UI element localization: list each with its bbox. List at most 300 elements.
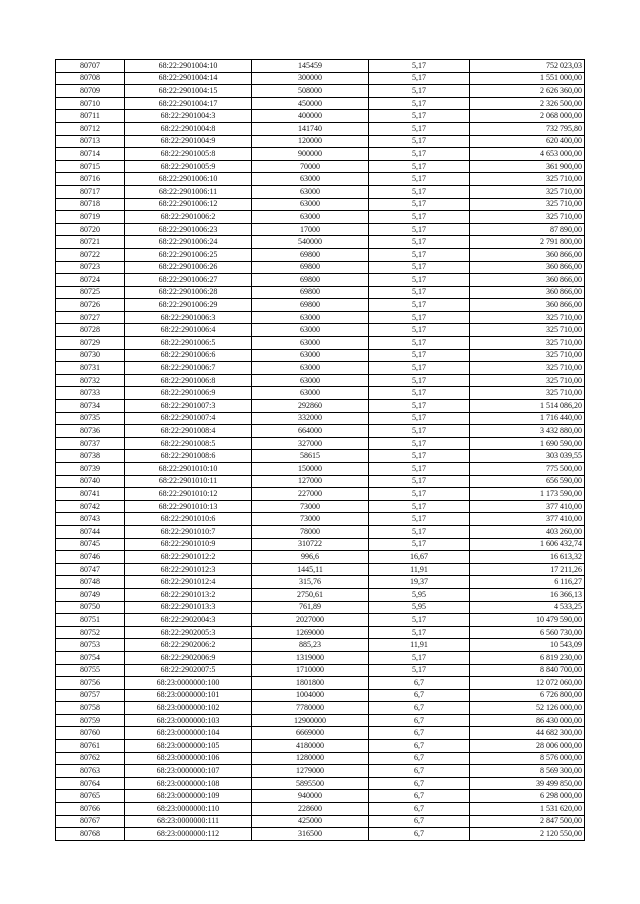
row-number-cell: 80721 (56, 236, 125, 249)
table-row (56, 286, 585, 299)
row-number-cell: 80747 (56, 563, 125, 576)
row-number-cell: 80735 (56, 412, 125, 425)
cadastral-number-cell: 68:22:2901006:11 (125, 185, 252, 198)
row-number-cell: 80723 (56, 261, 125, 274)
cadastral-number-cell: 68:22:2901006:29 (125, 299, 252, 312)
rate-cell: 5,17 (369, 450, 470, 463)
area-value-cell: 120000 (252, 135, 369, 148)
area-value-cell: 940000 (252, 790, 369, 803)
area-value-cell: 73000 (252, 500, 369, 513)
row-number-cell: 80745 (56, 538, 125, 551)
amount-cell: 2 847 500,00 (470, 815, 585, 828)
cadastral-number-cell: 68:22:2901004:3 (125, 110, 252, 123)
rate-cell: 6,7 (369, 803, 470, 816)
amount-cell: 4 653 000,00 (470, 148, 585, 161)
row-number-cell: 80726 (56, 299, 125, 312)
cadastral-number-cell: 68:22:2901006:24 (125, 236, 252, 249)
cadastral-number-cell: 68:22:2901005:8 (125, 148, 252, 161)
area-value-cell: 69800 (252, 274, 369, 287)
row-number-cell: 80713 (56, 135, 125, 148)
rate-cell: 5,17 (369, 173, 470, 186)
area-value-cell: 63000 (252, 324, 369, 337)
amount-cell: 1 531 620,00 (470, 803, 585, 816)
area-value-cell: 327000 (252, 437, 369, 450)
row-number-cell: 80748 (56, 576, 125, 589)
row-number-cell: 80714 (56, 148, 125, 161)
row-number-cell: 80707 (56, 60, 125, 73)
cadastral-number-cell: 68:22:2901008:5 (125, 437, 252, 450)
cadastral-number-cell: 68:22:2901006:23 (125, 223, 252, 236)
table-row (56, 97, 585, 110)
row-number-cell: 80727 (56, 311, 125, 324)
table-row (56, 740, 585, 753)
amount-cell: 87 890,00 (470, 223, 585, 236)
cadastral-number-cell: 68:22:2901006:28 (125, 286, 252, 299)
row-number-cell: 80757 (56, 689, 125, 702)
amount-cell: 8 569 300,00 (470, 765, 585, 778)
table-row (56, 248, 585, 261)
amount-cell: 16 366,13 (470, 588, 585, 601)
cadastral-number-cell: 68:23:0000000:106 (125, 752, 252, 765)
amount-cell: 10 479 590,00 (470, 614, 585, 627)
row-number-cell: 80711 (56, 110, 125, 123)
cadastral-number-cell: 68:23:0000000:110 (125, 803, 252, 816)
table-row (56, 525, 585, 538)
table-row (56, 551, 585, 564)
rate-cell: 5,17 (369, 614, 470, 627)
rate-cell: 16,67 (369, 551, 470, 564)
rate-cell: 5,17 (369, 651, 470, 664)
table-row (56, 362, 585, 375)
row-number-cell: 80722 (56, 248, 125, 261)
rate-cell: 5,17 (369, 525, 470, 538)
rate-cell: 5,17 (369, 324, 470, 337)
cadastral-number-cell: 68:22:2901004:9 (125, 135, 252, 148)
table-row (56, 72, 585, 85)
amount-cell: 16 613,32 (470, 551, 585, 564)
area-value-cell: 227000 (252, 488, 369, 501)
cadastral-number-cell: 68:22:2901006:4 (125, 324, 252, 337)
rate-cell: 5,17 (369, 374, 470, 387)
area-value-cell: 1279000 (252, 765, 369, 778)
rate-cell: 5,95 (369, 588, 470, 601)
rate-cell: 6,7 (369, 689, 470, 702)
amount-cell: 656 590,00 (470, 475, 585, 488)
amount-cell: 1 173 590,00 (470, 488, 585, 501)
row-number-cell: 80756 (56, 677, 125, 690)
amount-cell: 2 068 000,00 (470, 110, 585, 123)
amount-cell: 8 840 700,00 (470, 664, 585, 677)
cadastral-number-cell: 68:22:2901010:7 (125, 525, 252, 538)
area-value-cell: 332000 (252, 412, 369, 425)
table-row (56, 299, 585, 312)
row-number-cell: 80708 (56, 72, 125, 85)
area-value-cell: 69800 (252, 261, 369, 274)
area-value-cell: 1710000 (252, 664, 369, 677)
area-value-cell: 141740 (252, 122, 369, 135)
rate-cell: 5,17 (369, 198, 470, 211)
table-row (56, 160, 585, 173)
rate-cell: 6,7 (369, 790, 470, 803)
area-value-cell: 316500 (252, 828, 369, 841)
row-number-cell: 80758 (56, 702, 125, 715)
table-row (56, 425, 585, 438)
cadastral-number-cell: 68:22:2901006:5 (125, 337, 252, 350)
amount-cell: 3 432 880,00 (470, 425, 585, 438)
row-number-cell: 80737 (56, 437, 125, 450)
rate-cell: 6,7 (369, 815, 470, 828)
area-value-cell: 900000 (252, 148, 369, 161)
data-table (55, 59, 585, 841)
rate-cell: 5,17 (369, 337, 470, 350)
table-row (56, 765, 585, 778)
amount-cell: 360 866,00 (470, 248, 585, 261)
area-value-cell: 425000 (252, 815, 369, 828)
amount-cell: 325 710,00 (470, 211, 585, 224)
row-number-cell: 80746 (56, 551, 125, 564)
area-value-cell: 63000 (252, 374, 369, 387)
amount-cell: 2 326 500,00 (470, 97, 585, 110)
cadastral-number-cell: 68:23:0000000:101 (125, 689, 252, 702)
table-row (56, 614, 585, 627)
table-row (56, 475, 585, 488)
table-row (56, 664, 585, 677)
rate-cell: 5,17 (369, 412, 470, 425)
area-value-cell: 69800 (252, 248, 369, 261)
table-row (56, 450, 585, 463)
cadastral-number-cell: 68:22:2902004:3 (125, 614, 252, 627)
row-number-cell: 80719 (56, 211, 125, 224)
row-number-cell: 80717 (56, 185, 125, 198)
amount-cell: 6 116,27 (470, 576, 585, 589)
area-value-cell: 1280000 (252, 752, 369, 765)
row-number-cell: 80725 (56, 286, 125, 299)
row-number-cell: 80763 (56, 765, 125, 778)
amount-cell: 6 560 730,00 (470, 626, 585, 639)
table-row (56, 387, 585, 400)
area-value-cell: 70000 (252, 160, 369, 173)
amount-cell: 360 866,00 (470, 299, 585, 312)
row-number-cell: 80743 (56, 513, 125, 526)
amount-cell: 752 023,03 (470, 60, 585, 73)
amount-cell: 361 900,00 (470, 160, 585, 173)
table-row (56, 651, 585, 664)
row-number-cell: 80718 (56, 198, 125, 211)
cadastral-number-cell: 68:22:2901005:9 (125, 160, 252, 173)
cadastral-number-cell: 68:22:2901010:11 (125, 475, 252, 488)
area-value-cell: 145459 (252, 60, 369, 73)
rate-cell: 5,17 (369, 211, 470, 224)
table-row (56, 488, 585, 501)
row-number-cell: 80738 (56, 450, 125, 463)
amount-cell: 1 716 440,00 (470, 412, 585, 425)
area-value-cell: 63000 (252, 362, 369, 375)
row-number-cell: 80762 (56, 752, 125, 765)
amount-cell: 325 710,00 (470, 185, 585, 198)
cadastral-number-cell: 68:22:2901004:10 (125, 60, 252, 73)
amount-cell: 1 514 086,20 (470, 400, 585, 413)
table-row (56, 185, 585, 198)
rate-cell: 5,17 (369, 387, 470, 400)
table-row (56, 274, 585, 287)
amount-cell: 325 710,00 (470, 387, 585, 400)
amount-cell: 325 710,00 (470, 362, 585, 375)
area-value-cell: 17000 (252, 223, 369, 236)
table-row (56, 563, 585, 576)
table-row (56, 122, 585, 135)
amount-cell: 325 710,00 (470, 198, 585, 211)
cadastral-number-cell: 68:22:2901006:2 (125, 211, 252, 224)
cadastral-number-cell: 68:22:2901004:8 (125, 122, 252, 135)
cadastral-number-cell: 68:22:2901006:3 (125, 311, 252, 324)
rate-cell: 5,17 (369, 223, 470, 236)
rate-cell: 6,7 (369, 727, 470, 740)
table-row (56, 588, 585, 601)
row-number-cell: 80715 (56, 160, 125, 173)
area-value-cell: 310722 (252, 538, 369, 551)
cadastral-number-cell: 68:22:2901012:2 (125, 551, 252, 564)
amount-cell: 28 006 000,00 (470, 740, 585, 753)
table-row (56, 412, 585, 425)
cadastral-number-cell: 68:23:0000000:102 (125, 702, 252, 715)
amount-cell: 325 710,00 (470, 324, 585, 337)
cadastral-number-cell: 68:22:2901006:8 (125, 374, 252, 387)
area-value-cell: 58615 (252, 450, 369, 463)
row-number-cell: 80720 (56, 223, 125, 236)
row-number-cell: 80755 (56, 664, 125, 677)
rate-cell: 6,7 (369, 765, 470, 778)
cadastral-number-cell: 68:22:2901004:14 (125, 72, 252, 85)
row-number-cell: 80752 (56, 626, 125, 639)
row-number-cell: 80767 (56, 815, 125, 828)
table-row (56, 60, 585, 73)
area-value-cell: 2750,61 (252, 588, 369, 601)
row-number-cell: 80744 (56, 525, 125, 538)
rate-cell: 5,17 (369, 437, 470, 450)
area-value-cell: 63000 (252, 311, 369, 324)
table-row (56, 803, 585, 816)
table-row (56, 601, 585, 614)
amount-cell: 6 298 000,00 (470, 790, 585, 803)
row-number-cell: 80741 (56, 488, 125, 501)
row-number-cell: 80760 (56, 727, 125, 740)
table-row (56, 311, 585, 324)
area-value-cell: 63000 (252, 349, 369, 362)
row-number-cell: 80710 (56, 97, 125, 110)
table-row (56, 437, 585, 450)
table-row (56, 513, 585, 526)
table-row (56, 777, 585, 790)
table-row (56, 223, 585, 236)
amount-cell: 325 710,00 (470, 374, 585, 387)
rate-cell: 5,17 (369, 538, 470, 551)
amount-cell: 325 710,00 (470, 173, 585, 186)
cadastral-number-cell: 68:23:0000000:108 (125, 777, 252, 790)
table-row (56, 828, 585, 841)
table-row (56, 639, 585, 652)
row-number-cell: 80739 (56, 463, 125, 476)
row-number-cell: 80709 (56, 85, 125, 98)
amount-cell: 732 795,80 (470, 122, 585, 135)
area-value-cell: 400000 (252, 110, 369, 123)
cadastral-number-cell: 68:22:2901012:3 (125, 563, 252, 576)
amount-cell: 620 400,00 (470, 135, 585, 148)
amount-cell: 303 039,55 (470, 450, 585, 463)
rate-cell: 5,17 (369, 626, 470, 639)
table-row (56, 689, 585, 702)
cadastral-number-cell: 68:22:2901010:9 (125, 538, 252, 551)
table-row (56, 790, 585, 803)
rate-cell: 5,17 (369, 425, 470, 438)
area-value-cell: 996,6 (252, 551, 369, 564)
table-row (56, 727, 585, 740)
row-number-cell: 80736 (56, 425, 125, 438)
rate-cell: 5,17 (369, 122, 470, 135)
area-value-cell: 73000 (252, 513, 369, 526)
rate-cell: 5,17 (369, 362, 470, 375)
cadastral-number-cell: 68:22:2901013:2 (125, 588, 252, 601)
cadastral-number-cell: 68:22:2901006:10 (125, 173, 252, 186)
amount-cell: 360 866,00 (470, 274, 585, 287)
table-row (56, 211, 585, 224)
rate-cell: 5,17 (369, 400, 470, 413)
amount-cell: 377 410,00 (470, 513, 585, 526)
rate-cell: 5,95 (369, 601, 470, 614)
rate-cell: 6,7 (369, 828, 470, 841)
cadastral-number-cell: 68:22:2902005:3 (125, 626, 252, 639)
amount-cell: 775 500,00 (470, 463, 585, 476)
cadastral-number-cell: 68:23:0000000:104 (125, 727, 252, 740)
table-row (56, 110, 585, 123)
amount-cell: 1 606 432,74 (470, 538, 585, 551)
table-row (56, 148, 585, 161)
row-number-cell: 80730 (56, 349, 125, 362)
area-value-cell: 508000 (252, 85, 369, 98)
area-value-cell: 450000 (252, 97, 369, 110)
area-value-cell: 127000 (252, 475, 369, 488)
table-row (56, 500, 585, 513)
table-row (56, 349, 585, 362)
area-value-cell: 1004000 (252, 689, 369, 702)
cadastral-number-cell: 68:23:0000000:100 (125, 677, 252, 690)
rate-cell: 5,17 (369, 85, 470, 98)
table-row (56, 236, 585, 249)
cadastral-number-cell: 68:22:2901010:10 (125, 463, 252, 476)
area-value-cell: 7780000 (252, 702, 369, 715)
area-value-cell: 6669000 (252, 727, 369, 740)
area-value-cell: 63000 (252, 173, 369, 186)
rate-cell: 5,17 (369, 135, 470, 148)
area-value-cell: 63000 (252, 211, 369, 224)
row-number-cell: 80764 (56, 777, 125, 790)
rate-cell: 5,17 (369, 664, 470, 677)
cadastral-number-cell: 68:23:0000000:111 (125, 815, 252, 828)
table-row (56, 324, 585, 337)
rate-cell: 5,17 (369, 60, 470, 73)
cadastral-number-cell: 68:22:2901006:26 (125, 261, 252, 274)
amount-cell: 1 551 000,00 (470, 72, 585, 85)
row-number-cell: 80761 (56, 740, 125, 753)
area-value-cell: 1269000 (252, 626, 369, 639)
table-row (56, 374, 585, 387)
rate-cell: 6,7 (369, 714, 470, 727)
row-number-cell: 80759 (56, 714, 125, 727)
rate-cell: 5,17 (369, 513, 470, 526)
table-row (56, 261, 585, 274)
rate-cell: 5,17 (369, 148, 470, 161)
area-value-cell: 69800 (252, 299, 369, 312)
table-row (56, 463, 585, 476)
rate-cell: 5,17 (369, 349, 470, 362)
row-number-cell: 80734 (56, 400, 125, 413)
cadastral-number-cell: 68:22:2901013:3 (125, 601, 252, 614)
amount-cell: 2 120 550,00 (470, 828, 585, 841)
row-number-cell: 80731 (56, 362, 125, 375)
row-number-cell: 80742 (56, 500, 125, 513)
area-value-cell: 63000 (252, 185, 369, 198)
area-value-cell: 69800 (252, 286, 369, 299)
row-number-cell: 80749 (56, 588, 125, 601)
row-number-cell: 80729 (56, 337, 125, 350)
cadastral-number-cell: 68:22:2901006:7 (125, 362, 252, 375)
table-row (56, 400, 585, 413)
rate-cell: 5,17 (369, 72, 470, 85)
rate-cell: 5,17 (369, 311, 470, 324)
rate-cell: 5,17 (369, 110, 470, 123)
cadastral-number-cell: 68:22:2901006:9 (125, 387, 252, 400)
cadastral-number-cell: 68:22:2902006:9 (125, 651, 252, 664)
cadastral-number-cell: 68:22:2902007:5 (125, 664, 252, 677)
cadastral-number-cell: 68:22:2901010:12 (125, 488, 252, 501)
amount-cell: 44 682 300,00 (470, 727, 585, 740)
table-row (56, 677, 585, 690)
table-row (56, 702, 585, 715)
area-value-cell: 63000 (252, 337, 369, 350)
cadastral-number-cell: 68:22:2901008:4 (125, 425, 252, 438)
row-number-cell: 80751 (56, 614, 125, 627)
cadastral-number-cell: 68:22:2901006:25 (125, 248, 252, 261)
row-number-cell: 80750 (56, 601, 125, 614)
rate-cell: 6,7 (369, 777, 470, 790)
row-number-cell: 80753 (56, 639, 125, 652)
row-number-cell: 80766 (56, 803, 125, 816)
amount-cell: 6 819 230,00 (470, 651, 585, 664)
area-value-cell: 1801800 (252, 677, 369, 690)
row-number-cell: 80728 (56, 324, 125, 337)
area-value-cell: 292860 (252, 400, 369, 413)
cadastral-number-cell: 68:22:2901004:15 (125, 85, 252, 98)
cadastral-number-cell: 68:23:0000000:105 (125, 740, 252, 753)
table-row (56, 752, 585, 765)
cadastral-number-cell: 68:22:2901012:4 (125, 576, 252, 589)
rate-cell: 5,17 (369, 286, 470, 299)
amount-cell: 2 791 800,00 (470, 236, 585, 249)
table-row (56, 714, 585, 727)
cadastral-number-cell: 68:23:0000000:112 (125, 828, 252, 841)
table-row (56, 198, 585, 211)
rate-cell: 6,7 (369, 702, 470, 715)
row-number-cell: 80740 (56, 475, 125, 488)
amount-cell: 8 576 000,00 (470, 752, 585, 765)
rate-cell: 5,17 (369, 261, 470, 274)
row-number-cell: 80765 (56, 790, 125, 803)
rate-cell: 5,17 (369, 248, 470, 261)
area-value-cell: 761,89 (252, 601, 369, 614)
row-number-cell: 80768 (56, 828, 125, 841)
amount-cell: 360 866,00 (470, 286, 585, 299)
cadastral-number-cell: 68:22:2901007:3 (125, 400, 252, 413)
cadastral-number-cell: 68:23:0000000:109 (125, 790, 252, 803)
